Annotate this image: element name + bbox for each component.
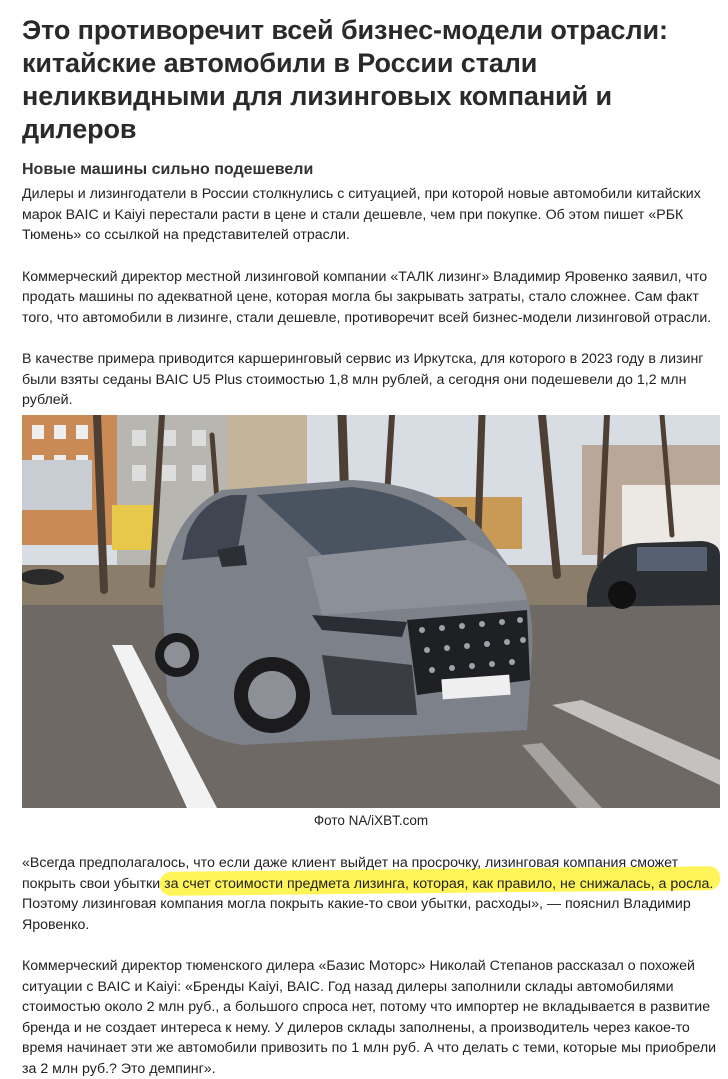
article-photo — [22, 415, 720, 808]
article-lower — [22, 853, 722, 1079]
article-paragraph: В качестве примера приводится каршеринговый сервис из Иркутска, для которого в 2023 году в лизинг были взяты седаны BAIC U5 Plus стоимостью 1,8 млн рублей, а сегодня они подешевели до 1,2 млн рублей. — [22, 351, 704, 408]
article-title: Это противоречит всей бизнес-модели отрасли: китайские автомобили в России стали неликвидными для лизинговых компаний и дилеров — [22, 15, 668, 144]
article-subtitle: Новые машины сильно подешевели — [22, 161, 314, 178]
article-header — [22, 0, 722, 411]
article-paragraph: Коммерческий директор местной лизинговой компании «ТАЛК лизинг» Владимир Яровенко заявил, что продать машины по адекватной цене, которая могла бы закрывать затраты, стало сложнее. Сам факт того, что автомобили в лизинге, стали дешевле, противоречит всей бизнес-модели лизинговой отрасли. — [22, 268, 712, 326]
car-photo-illustration — [22, 415, 720, 808]
article-paragraph: Коммерческий директор тюменского дилера «Базис Моторс» Николай Степанов рассказал о похожей ситуации с BAIC и Kaiyi: «Бренды Kaiyi, BAIC. Год назад дилеры заполнили склады автомобилями стоимостью около 2 млн руб., а большого спроса нет, потому что импортер не вкладывается в развитие бренда и не создает интереса к нему. У дилеров склады заполнены, а производитель через какое-то время начинает эти же автомобили привозить по 1 млн руб. А что делать с теми, которые мы приобрели за 2 млн руб.? Это демпинг». — [22, 958, 717, 1077]
article-quote: «Всегда предполагалось, что если даже клиент выйдет на просрочку, лизинговая компания сможет покрыть свои убытки за счет стоимости предмета лизинга, которая, как правило, не снижалась, а росла. Поэтому лизинговая компания могла покрыть какие-то свои убытки, расходы», — пояснил Владимир Яровенко. — [22, 855, 714, 933]
photo-caption: Фото NA/iXBT.com — [313, 813, 429, 828]
article-paragraph: Дилеры и лизингодатели в России столкнулись с ситуацией, при которой новые автомобили китайских марок BAIC и Kaiyi перестали расти в цене и стали дешевле, чем при покупке. Об этом пишет «РБК Тюмень» со ссылкой на представителей отрасли. — [22, 186, 701, 243]
